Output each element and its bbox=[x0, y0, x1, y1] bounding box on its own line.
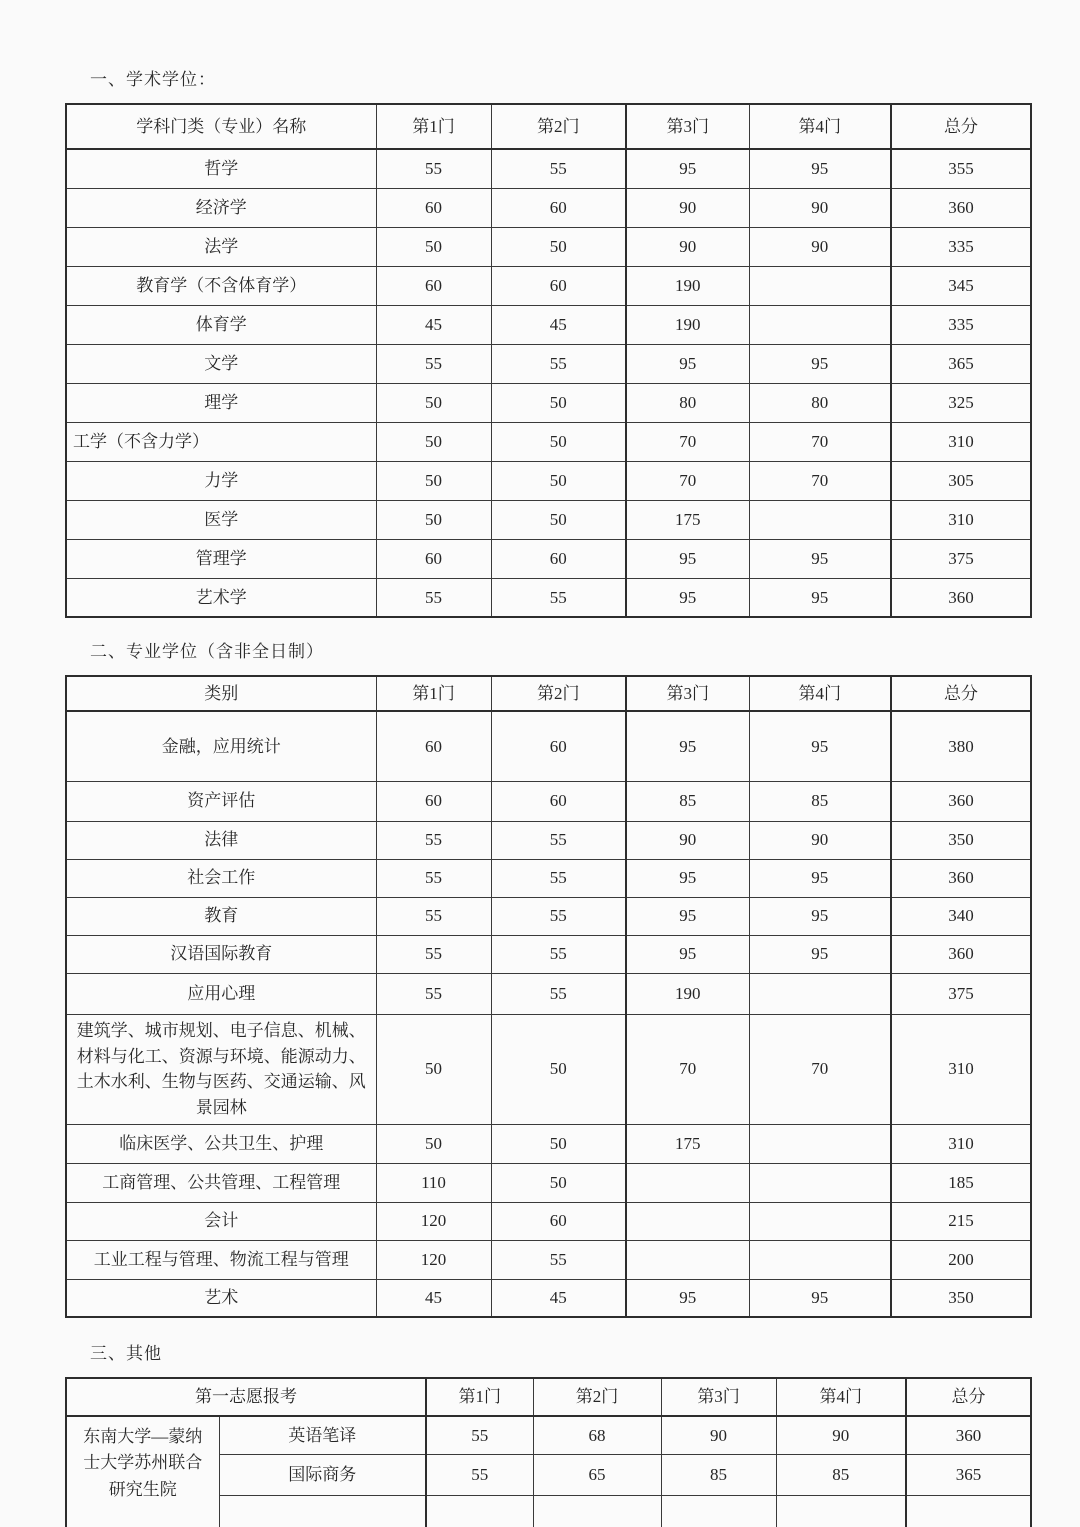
score-cell: 375 bbox=[891, 973, 1031, 1014]
score-cell: 50 bbox=[491, 1124, 626, 1163]
score-cell: 50 bbox=[376, 1124, 491, 1163]
score-cell: 325 bbox=[891, 383, 1031, 422]
table-row bbox=[66, 1124, 1031, 1163]
table-row bbox=[66, 539, 1031, 578]
score-cell: 190 bbox=[626, 305, 749, 344]
score-cell: 55 bbox=[491, 897, 626, 935]
table-row bbox=[66, 1202, 1031, 1240]
score-cell: 95 bbox=[626, 711, 749, 781]
header-cell: 总分 bbox=[891, 104, 1031, 149]
score-cell: 50 bbox=[491, 500, 626, 539]
score-cell: 120 bbox=[376, 1202, 491, 1240]
group-label-cell: 东南大学—蒙纳士大学苏州联合研究生院 bbox=[66, 1416, 219, 1527]
score-cell: 95 bbox=[749, 539, 891, 578]
professional-degree-table bbox=[65, 675, 1032, 1318]
score-cell: 55 bbox=[491, 1240, 626, 1279]
row-label-cell: 理学 bbox=[66, 383, 376, 422]
score-cell: 90 bbox=[749, 227, 891, 266]
score-cell bbox=[749, 500, 891, 539]
header-cell: 第3门 bbox=[661, 1378, 776, 1416]
score-cell: 85 bbox=[749, 781, 891, 821]
row-label-cell: 力学 bbox=[66, 461, 376, 500]
score-cell: 365 bbox=[891, 344, 1031, 383]
table-row bbox=[66, 344, 1031, 383]
score-cell: 80 bbox=[626, 383, 749, 422]
score-cell: 70 bbox=[749, 1014, 891, 1124]
table-row bbox=[66, 1279, 1031, 1317]
score-cell: 50 bbox=[376, 500, 491, 539]
score-cell: 60 bbox=[376, 781, 491, 821]
section-title-professional: 二、专业学位（含非全日制） bbox=[90, 642, 324, 661]
score-cell: 95 bbox=[749, 897, 891, 935]
score-cell: 50 bbox=[376, 1014, 491, 1124]
score-cell: 175 bbox=[626, 1124, 749, 1163]
score-cell bbox=[749, 1240, 891, 1279]
score-cell: 95 bbox=[749, 578, 891, 617]
score-cell bbox=[661, 1495, 776, 1527]
row-label-cell: 工业工程与管理、物流工程与管理 bbox=[66, 1240, 376, 1279]
row-label-cell: 艺术学 bbox=[66, 578, 376, 617]
score-cell: 45 bbox=[376, 1279, 491, 1317]
score-cell: 50 bbox=[491, 227, 626, 266]
row-label-cell: 法学 bbox=[66, 227, 376, 266]
row-label-cell: 国际商务 bbox=[219, 1454, 426, 1495]
score-cell: 200 bbox=[891, 1240, 1031, 1279]
score-cell bbox=[749, 305, 891, 344]
row-label-cell: 建筑学、城市规划、电子信息、机械、材料与化工、资源与环境、能源动力、土木水利、生物与医药、交通运输、风景园林 bbox=[66, 1014, 376, 1124]
score-cell: 50 bbox=[376, 422, 491, 461]
table-row bbox=[66, 973, 1031, 1014]
score-cell: 95 bbox=[749, 711, 891, 781]
score-cell: 55 bbox=[491, 578, 626, 617]
score-cell: 85 bbox=[626, 781, 749, 821]
score-cell: 305 bbox=[891, 461, 1031, 500]
score-cell bbox=[776, 1495, 906, 1527]
score-cell: 60 bbox=[491, 1202, 626, 1240]
score-cell: 55 bbox=[376, 897, 491, 935]
score-cell: 95 bbox=[749, 1279, 891, 1317]
score-cell: 55 bbox=[491, 935, 626, 973]
table-row bbox=[66, 305, 1031, 344]
row-label-cell: 艺术 bbox=[66, 1279, 376, 1317]
table-row bbox=[66, 1416, 1031, 1454]
header-cell: 第1门 bbox=[376, 676, 491, 711]
row-label-cell: 体育学 bbox=[66, 305, 376, 344]
score-cell: 55 bbox=[376, 973, 491, 1014]
table-row bbox=[66, 859, 1031, 897]
score-cell: 360 bbox=[906, 1416, 1031, 1454]
score-cell: 120 bbox=[376, 1240, 491, 1279]
score-cell: 375 bbox=[891, 539, 1031, 578]
row-label-cell: 英语笔译 bbox=[219, 1416, 426, 1454]
score-cell: 60 bbox=[376, 711, 491, 781]
row-label-cell: 金融，应用统计 bbox=[66, 711, 376, 781]
score-cell: 310 bbox=[891, 422, 1031, 461]
score-cell: 95 bbox=[626, 1279, 749, 1317]
score-cell: 190 bbox=[626, 266, 749, 305]
row-label-cell: 工学（不含力学） bbox=[66, 422, 376, 461]
score-cell: 85 bbox=[776, 1454, 906, 1495]
table-row bbox=[66, 149, 1031, 188]
score-cell: 55 bbox=[491, 344, 626, 383]
row-label-cell: 经济学 bbox=[66, 188, 376, 227]
score-cell: 60 bbox=[491, 266, 626, 305]
table-row bbox=[66, 1014, 1031, 1124]
score-cell: 95 bbox=[626, 344, 749, 383]
row-label-cell: 工商管理、公共管理、工程管理 bbox=[66, 1163, 376, 1202]
score-cell: 55 bbox=[376, 149, 491, 188]
score-cell: 95 bbox=[626, 897, 749, 935]
score-cell: 50 bbox=[491, 383, 626, 422]
table-row bbox=[66, 422, 1031, 461]
row-label-cell: 管理学 bbox=[66, 539, 376, 578]
score-cell: 60 bbox=[491, 188, 626, 227]
score-cell: 190 bbox=[626, 973, 749, 1014]
score-cell: 50 bbox=[376, 383, 491, 422]
score-cell bbox=[749, 1124, 891, 1163]
score-cell: 185 bbox=[891, 1163, 1031, 1202]
score-cell bbox=[749, 266, 891, 305]
header-cell: 第4门 bbox=[749, 104, 891, 149]
score-cell: 85 bbox=[661, 1454, 776, 1495]
score-cell: 55 bbox=[376, 578, 491, 617]
score-cell: 360 bbox=[891, 578, 1031, 617]
table-row bbox=[66, 1163, 1031, 1202]
other-table bbox=[65, 1377, 1032, 1527]
score-cell: 90 bbox=[626, 821, 749, 859]
score-cell: 95 bbox=[749, 859, 891, 897]
header-cell: 第1门 bbox=[376, 104, 491, 149]
header-cell: 第2门 bbox=[491, 676, 626, 711]
score-cell: 90 bbox=[749, 188, 891, 227]
score-cell: 95 bbox=[626, 578, 749, 617]
table-row bbox=[66, 461, 1031, 500]
row-label-cell: 教育 bbox=[66, 897, 376, 935]
score-cell: 95 bbox=[626, 539, 749, 578]
score-cell: 50 bbox=[491, 461, 626, 500]
score-cell: 310 bbox=[891, 1124, 1031, 1163]
section-title-academic: 一、学术学位： bbox=[90, 70, 216, 89]
score-cell: 95 bbox=[626, 859, 749, 897]
score-cell bbox=[426, 1495, 533, 1527]
table-row bbox=[66, 781, 1031, 821]
score-cell: 68 bbox=[533, 1416, 661, 1454]
score-cell: 45 bbox=[376, 305, 491, 344]
row-label-cell: 文学 bbox=[66, 344, 376, 383]
score-cell: 95 bbox=[749, 344, 891, 383]
score-cell bbox=[533, 1495, 661, 1527]
score-cell bbox=[626, 1240, 749, 1279]
score-cell: 360 bbox=[891, 781, 1031, 821]
score-cell: 335 bbox=[891, 305, 1031, 344]
header-cell: 第3门 bbox=[626, 104, 749, 149]
score-cell: 70 bbox=[749, 461, 891, 500]
score-cell: 45 bbox=[491, 305, 626, 344]
header-cell: 第2门 bbox=[533, 1378, 661, 1416]
score-cell: 80 bbox=[749, 383, 891, 422]
score-cell: 95 bbox=[749, 149, 891, 188]
table-row bbox=[66, 266, 1031, 305]
score-cell: 55 bbox=[491, 149, 626, 188]
header-cell: 总分 bbox=[891, 676, 1031, 711]
score-cell: 70 bbox=[626, 1014, 749, 1124]
table-row bbox=[66, 188, 1031, 227]
row-label-cell: 社会工作 bbox=[66, 859, 376, 897]
score-cell: 215 bbox=[891, 1202, 1031, 1240]
header-cell: 第4门 bbox=[776, 1378, 906, 1416]
score-cell: 55 bbox=[376, 859, 491, 897]
score-cell: 95 bbox=[749, 935, 891, 973]
score-cell: 50 bbox=[491, 422, 626, 461]
table-row bbox=[66, 578, 1031, 617]
score-cell: 110 bbox=[376, 1163, 491, 1202]
score-cell: 65 bbox=[533, 1454, 661, 1495]
score-cell bbox=[749, 1202, 891, 1240]
score-cell: 90 bbox=[749, 821, 891, 859]
score-cell: 335 bbox=[891, 227, 1031, 266]
score-cell: 90 bbox=[626, 227, 749, 266]
score-cell: 360 bbox=[891, 188, 1031, 227]
header-cell: 学科门类（专业）名称 bbox=[66, 104, 376, 149]
score-cell: 60 bbox=[491, 781, 626, 821]
table-row bbox=[66, 821, 1031, 859]
score-cell bbox=[906, 1495, 1031, 1527]
score-cell: 345 bbox=[891, 266, 1031, 305]
score-cell: 45 bbox=[491, 1279, 626, 1317]
row-label-cell: 应用心理 bbox=[66, 973, 376, 1014]
score-cell: 55 bbox=[376, 344, 491, 383]
table-row bbox=[66, 227, 1031, 266]
table-row bbox=[66, 897, 1031, 935]
score-cell bbox=[749, 973, 891, 1014]
score-cell bbox=[626, 1202, 749, 1240]
row-label-cell: 医学 bbox=[66, 500, 376, 539]
score-cell: 50 bbox=[376, 461, 491, 500]
header-cell: 第1门 bbox=[426, 1378, 533, 1416]
academic-degree-table bbox=[65, 103, 1032, 618]
score-cell: 360 bbox=[891, 859, 1031, 897]
header-cell: 总分 bbox=[906, 1378, 1031, 1416]
row-label-cell: 临床医学、公共卫生、护理 bbox=[66, 1124, 376, 1163]
score-cell: 50 bbox=[491, 1014, 626, 1124]
score-cell: 55 bbox=[491, 821, 626, 859]
score-cell: 310 bbox=[891, 1014, 1031, 1124]
section-title-other: 三、其他 bbox=[90, 1344, 162, 1363]
score-cell: 55 bbox=[426, 1454, 533, 1495]
score-cell: 70 bbox=[749, 422, 891, 461]
row-label-cell: 汉语国际教育 bbox=[66, 935, 376, 973]
score-cell: 60 bbox=[376, 188, 491, 227]
score-cell: 60 bbox=[491, 539, 626, 578]
score-cell: 365 bbox=[906, 1454, 1031, 1495]
score-cell: 95 bbox=[626, 935, 749, 973]
score-cell: 50 bbox=[376, 227, 491, 266]
score-cell: 355 bbox=[891, 149, 1031, 188]
row-label-cell: 法律 bbox=[66, 821, 376, 859]
score-cell: 55 bbox=[491, 859, 626, 897]
score-cell: 350 bbox=[891, 821, 1031, 859]
score-cell: 70 bbox=[626, 461, 749, 500]
score-cell: 55 bbox=[376, 821, 491, 859]
score-cell: 310 bbox=[891, 500, 1031, 539]
score-cell: 350 bbox=[891, 1279, 1031, 1317]
score-cell: 340 bbox=[891, 897, 1031, 935]
score-cell: 90 bbox=[776, 1416, 906, 1454]
score-cell: 360 bbox=[891, 935, 1031, 973]
table-row bbox=[66, 500, 1031, 539]
table-row bbox=[66, 1240, 1031, 1279]
score-cell: 95 bbox=[626, 149, 749, 188]
table-row bbox=[66, 935, 1031, 973]
score-cell: 60 bbox=[376, 539, 491, 578]
header-cell: 第一志愿报考 bbox=[66, 1378, 426, 1416]
score-cell bbox=[749, 1163, 891, 1202]
row-label-cell: 会计 bbox=[66, 1202, 376, 1240]
table-row bbox=[66, 711, 1031, 781]
score-cell: 55 bbox=[376, 935, 491, 973]
score-cell: 90 bbox=[661, 1416, 776, 1454]
score-cell: 55 bbox=[426, 1416, 533, 1454]
score-cell: 55 bbox=[491, 973, 626, 1014]
row-label-cell: 哲学 bbox=[66, 149, 376, 188]
score-cell: 60 bbox=[376, 266, 491, 305]
header-cell: 第3门 bbox=[626, 676, 749, 711]
score-cell bbox=[626, 1163, 749, 1202]
score-cell: 175 bbox=[626, 500, 749, 539]
row-label-cell: 教育学（不含体育学） bbox=[66, 266, 376, 305]
score-cell: 50 bbox=[491, 1163, 626, 1202]
score-cell: 70 bbox=[626, 422, 749, 461]
row-label-cell: 资产评估 bbox=[66, 781, 376, 821]
header-cell: 第2门 bbox=[491, 104, 626, 149]
score-cell: 60 bbox=[491, 711, 626, 781]
header-cell: 类别 bbox=[66, 676, 376, 711]
score-cell: 90 bbox=[626, 188, 749, 227]
table-row bbox=[66, 383, 1031, 422]
score-cell: 380 bbox=[891, 711, 1031, 781]
header-cell: 第4门 bbox=[749, 676, 891, 711]
row-label-cell bbox=[219, 1495, 426, 1527]
